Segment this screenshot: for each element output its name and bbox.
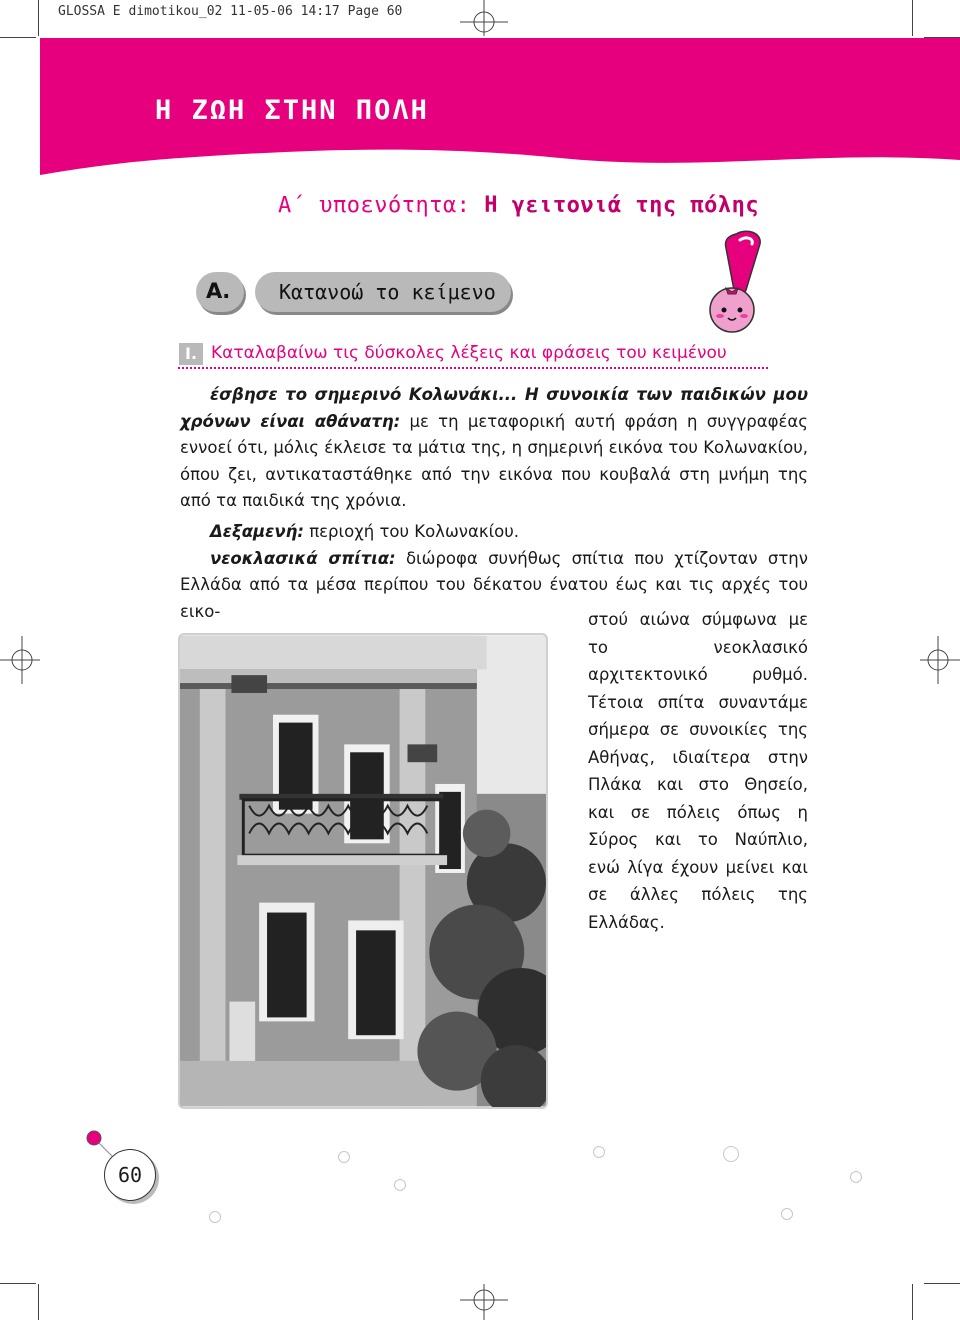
glossary-block bbox=[180, 382, 808, 625]
decorative-bubble bbox=[593, 1146, 605, 1158]
page-number: 60 bbox=[117, 1163, 143, 1187]
registration-mark-right bbox=[920, 636, 960, 684]
registration-mark-bottom bbox=[460, 1284, 508, 1320]
section-title: Κατανοώ το κείμενο bbox=[279, 280, 496, 304]
glossary-definition-continued: στού αιώνα σύμφωνα με το νεοκλασικό αρχιτεκτονικό ρυθμό. Τέτοια σπίτα συναντάμε σήμερα σε συνοικίες της Αθήνας, ιδιαίτερα στην Πλάκα και στο Θησείο, και σε πόλεις όπως η Σύρος και το Ναύπλιο, ενώ λίγα έχουν μείνει και σε άλλες πόλεις της Ελλάδας. bbox=[588, 610, 808, 932]
decorative-bubble bbox=[394, 1179, 406, 1191]
subunit-prefix: Α΄ υποενότητα: bbox=[278, 193, 471, 218]
section-letter-pill bbox=[196, 272, 244, 312]
exclamation-mascot-icon bbox=[700, 228, 780, 338]
glossary-term: έσβησε το σημερινό Κολωνάκι... Η συνοικία των παιδικών μου χρόνων είναι αθάνατη: bbox=[180, 385, 808, 431]
glossary-definition: με τη μεταφορική αυτή φράση η συγγραφέας εννοεί ότι, μόλις έκλεισε τα μάτια της, η σημερινή εικόνα του Κολωνακίου, όπου ζει, αντικαταστάθηκε από την εικόνα που κουβαλά στη μνήμη της από τα παιδικά της χρόνια. bbox=[180, 411, 808, 511]
header-banner bbox=[0, 0, 960, 200]
decorative-bubble bbox=[338, 1151, 350, 1163]
glossary-entry bbox=[180, 519, 808, 546]
subsection-rule bbox=[178, 367, 768, 369]
glossary-definition: περιοχή του Κολωνακίου. bbox=[309, 521, 520, 541]
decorative-bubble bbox=[723, 1146, 739, 1162]
subunit-name: Η γειτονιά της πόλης bbox=[484, 193, 760, 218]
decorative-bubble bbox=[209, 1211, 221, 1223]
glossary-term: νεοκλασικά σπίτια: bbox=[210, 548, 396, 568]
glossary-term: Δεξαμενή: bbox=[210, 521, 304, 541]
glossary-entry bbox=[180, 382, 808, 515]
page-number-badge bbox=[104, 1149, 156, 1201]
subsection-number: Ι. bbox=[179, 343, 203, 365]
section-letter: Α. bbox=[206, 279, 231, 303]
decorative-bubble bbox=[850, 1171, 862, 1183]
glossary-definition: διώροφα συνήθως σπίτια που χτίζονταν στην Ελλάδα από τα μέσα περίπου του δέκατου ένατου έως και τις αρχές του εικο- bbox=[180, 548, 808, 621]
registration-mark-left bbox=[0, 636, 40, 684]
print-slug: GLOSSA E dimotikou_02 11-05-06 14:17 Page 60 bbox=[58, 4, 403, 19]
subsection-title: Καταλαβαίνω τις δύσκολες λέξεις και φράσεις του κειμένου bbox=[211, 343, 727, 363]
neoclassical-house-photo bbox=[178, 633, 548, 1109]
chapter-title: Η ΖΩΗ ΣΤΗΝ ΠΟΛΗ bbox=[155, 95, 429, 126]
subunit-heading bbox=[278, 193, 759, 218]
section-title-pill bbox=[255, 272, 511, 312]
decorative-bubble bbox=[781, 1208, 793, 1220]
